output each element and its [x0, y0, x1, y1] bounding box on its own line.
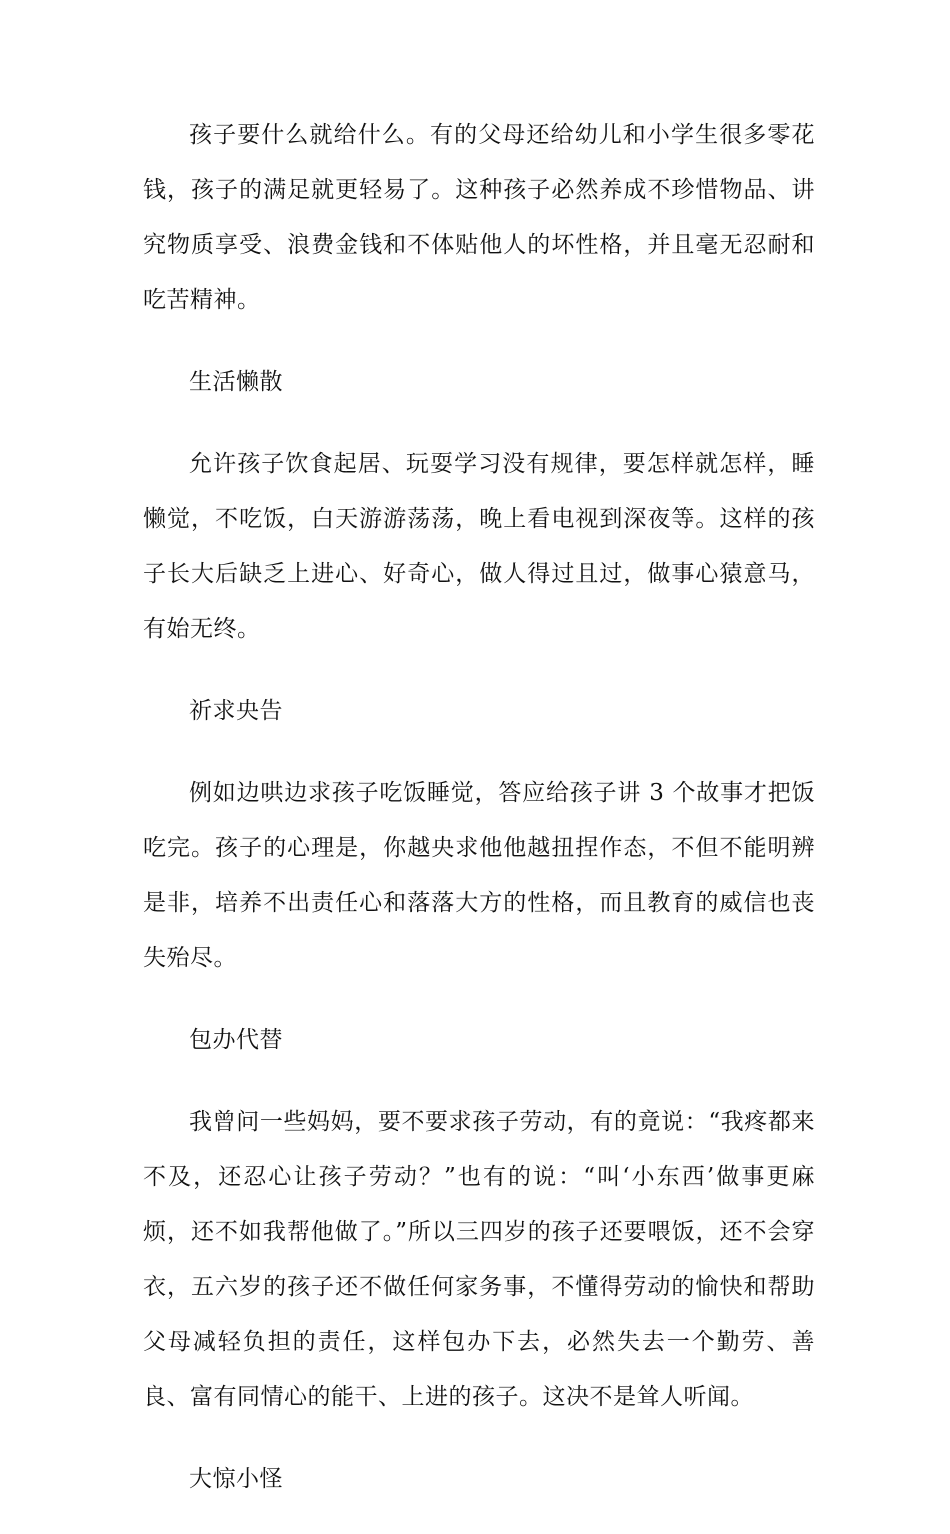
- paragraph-lazy-life: 允许孩子饮食起居、玩耍学习没有规律，要怎样就怎样，睡懒觉，不吃饭，白天游游荡荡，晚上看电视到深夜等。这样的孩子长大后缺乏上进心、好奇心，做人得过且过，做事心猿意马，有始无终。: [143, 451, 815, 642]
- paragraph-spoiling: 孩子要什么就给什么。有的父母还给幼儿和小学生很多零花钱，孩子的满足就更轻易了。这种孩子必然养成不珍惜物品、讲究物质享受、浪费金钱和不体贴他人的坏性格，并且毫无忍耐和吃苦精神。: [143, 122, 815, 313]
- section-heading-doing-for-child: 包办代替: [189, 1027, 283, 1053]
- document-body: [143, 108, 815, 1534]
- paragraph-doing-for-child: 我曾问一些妈妈，要不要求孩子劳动，有的竟说：“我疼都来不及，还忍心让孩子劳动？”也有的说：“叫‘小东西’做事更麻烦，还不如我帮他做了。”所以三四岁的孩子还要喂饭，还不会穿衣，五六岁的孩子还不做任何家务事，不懂得劳动的愉快和帮助父母减轻负担的责任，这样包办下去，必然失去一个勤劳、善良、富有同情心的能干、上进的孩子。这决不是耸人听闻。: [143, 1109, 815, 1410]
- section-heading-pleading: 祈求央告: [189, 698, 283, 724]
- paragraph-pleading: 例如边哄边求孩子吃饭睡觉，答应给孩子讲 3 个故事才把饭吃完。孩子的心理是，你越央求他他越扭捏作态，不但不能明辨是非，培养不出责任心和落落大方的性格，而且教育的威信也丧失殆尽。: [143, 780, 815, 971]
- section-heading-overreacting: 大惊小怪: [189, 1466, 283, 1492]
- section-heading-lazy-life: 生活懒散: [189, 369, 283, 395]
